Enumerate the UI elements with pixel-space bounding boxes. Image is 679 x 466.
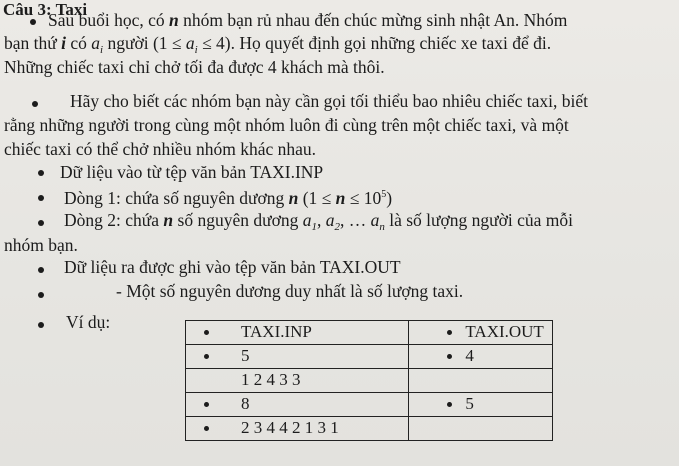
bullet-icon (38, 292, 44, 298)
output-description: Dữ liệu ra được ghi vào tệp văn bản TAXI.OUT (64, 257, 401, 277)
table-header-row (186, 321, 553, 345)
input-description: Dữ liệu vào từ tệp văn bản TAXI.INP (60, 162, 324, 182)
para2-line2: rằng những người trong cùng một nhóm luôn đi cùng trên một chiếc taxi, và một (4, 115, 569, 135)
bullet-icon (38, 170, 44, 176)
para2-line3: chiếc taxi có thể chở nhiều nhóm khác nhau. (4, 139, 316, 159)
table-row: 5 4 (186, 345, 553, 369)
bullet-icon (38, 220, 44, 226)
table-row: 8 5 (186, 393, 553, 417)
io-example-table (185, 320, 553, 441)
line1-description: Dòng 1: chứa số nguyên dương n $(1 \le n \le 10^5)$ (64, 188, 393, 208)
header-cell-output: TAXI.OUT (409, 321, 553, 345)
bullet-icon (38, 322, 44, 328)
example-label: Ví dụ: (66, 312, 111, 332)
bullet-icon (38, 195, 44, 201)
bullet-icon (30, 19, 36, 25)
para1-line3: Những chiếc taxi chỉ chở tối đa được 4 khách mà thôi. (4, 57, 385, 77)
bullet-icon (32, 101, 38, 107)
table-row: 1 2 4 3 3 (186, 369, 553, 393)
para1-line2: bạn thứ i có $a_i$ người $(1 \le a_i \le 4)$. Họ quyết định gọi những chiếc xe taxi để đi. (4, 33, 552, 56)
output-line: - Một số nguyên dương duy nhất là số lượng taxi. (116, 281, 464, 301)
para1-line1: Sau buổi học, có n nhóm bạn rủ nhau đến chúc mừng sinh nhật An. Nhóm (48, 10, 568, 30)
table-row: 2 3 4 4 2 1 3 1 (186, 417, 553, 441)
line2-continuation: nhóm bạn. (4, 235, 78, 255)
header-cell-input: TAXI.INP (186, 321, 409, 345)
problem-heading: Câu 3: Taxi (3, 0, 88, 19)
para2-line1: Hãy cho biết các nhóm bạn này cần gọi tối thiểu bao nhiêu chiếc taxi, biết (70, 91, 589, 111)
bullet-icon (38, 267, 44, 273)
line2-description: Dòng 2: chứa n số nguyên dương $a_1$, $a_2$, … $a_n$ là số lượng người của mỗi (64, 210, 573, 233)
